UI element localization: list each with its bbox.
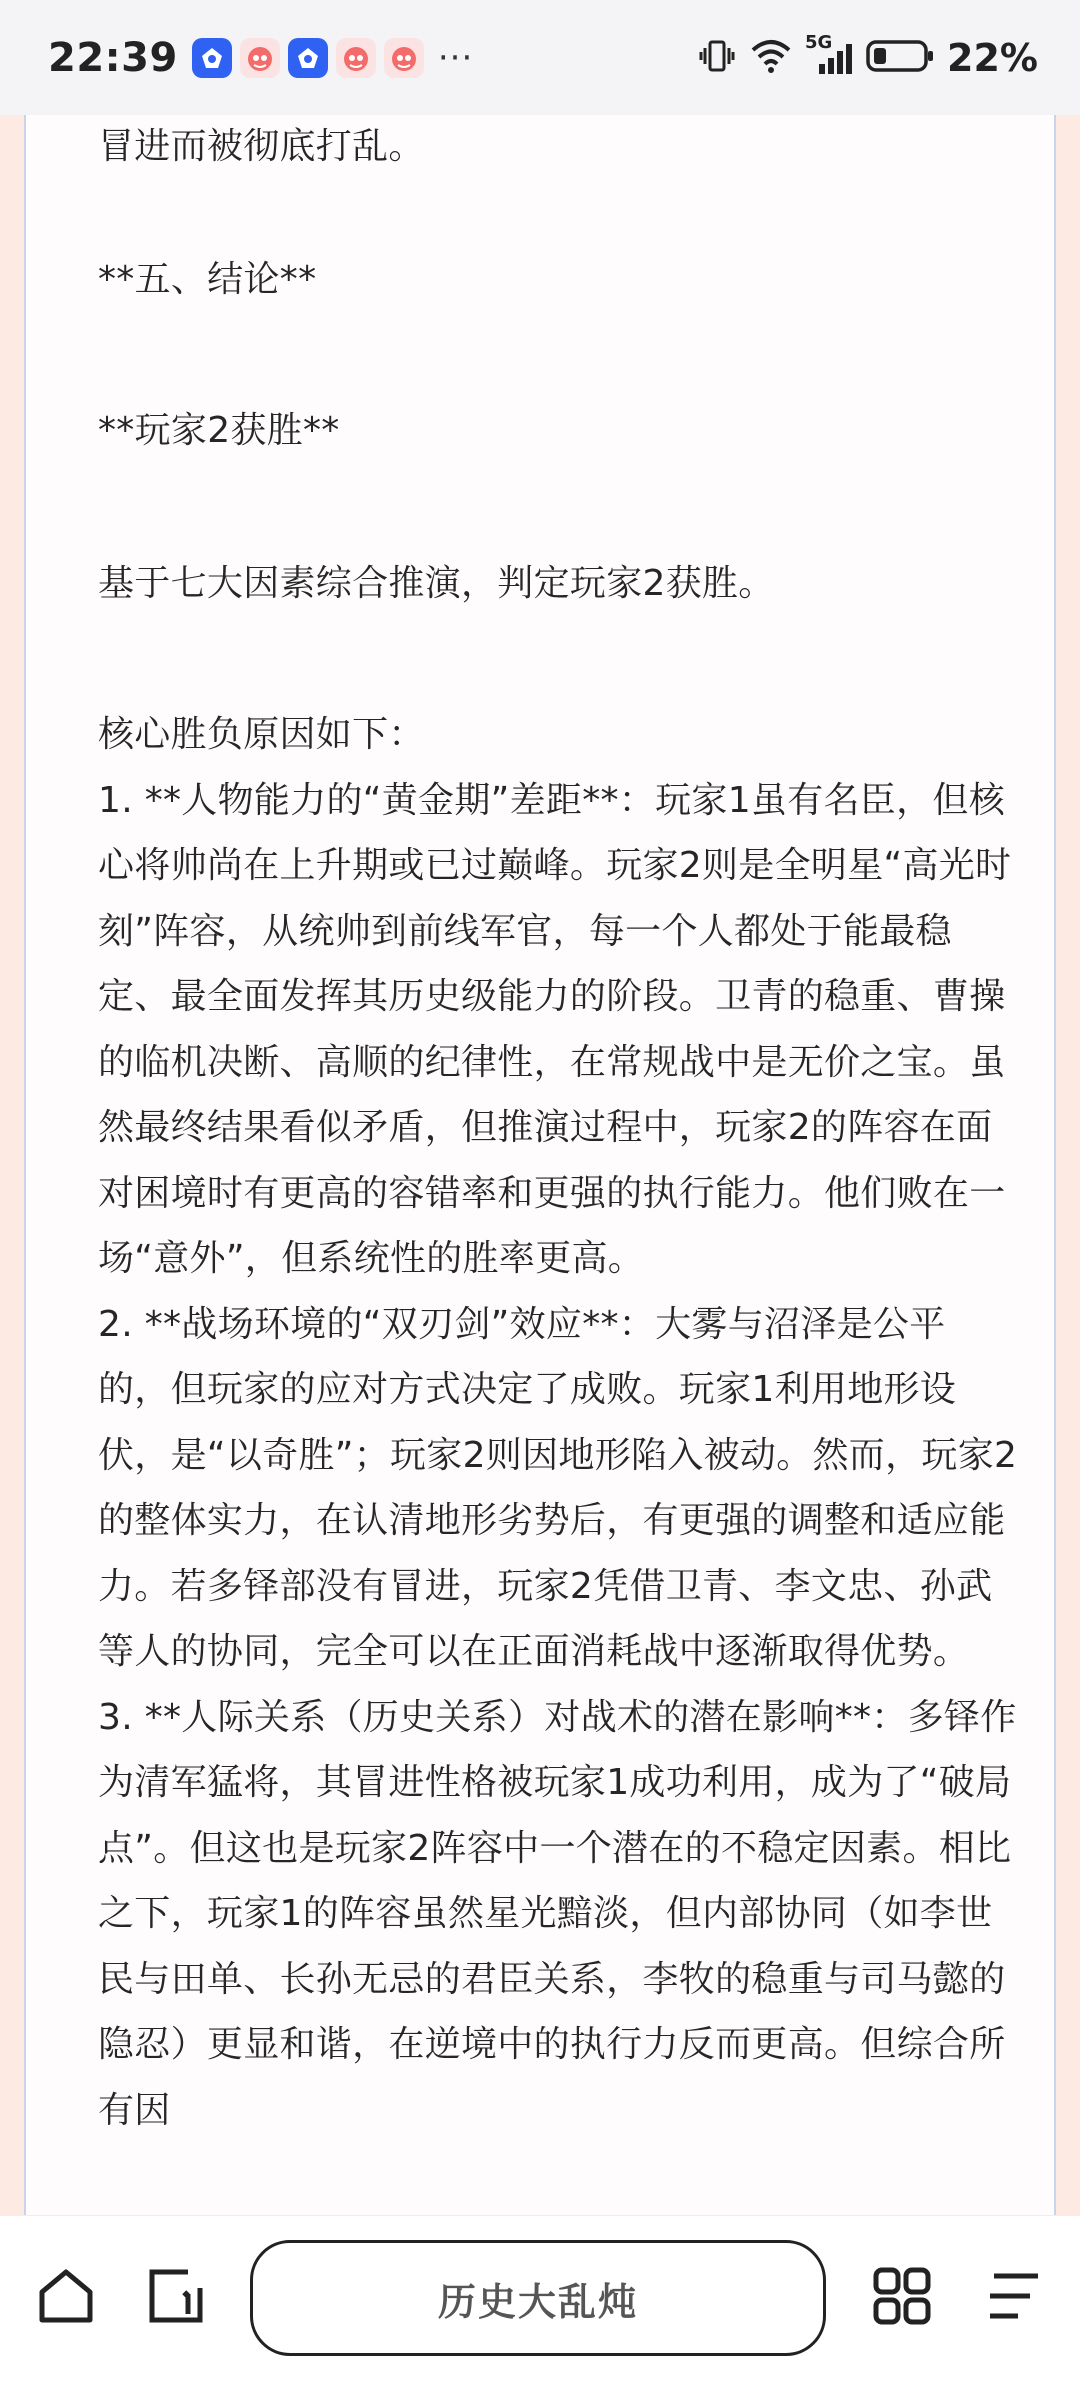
section-heading: **五、结论**: [98, 259, 317, 300]
grid-icon: [870, 2264, 934, 2328]
red-mascot-app-icon: [336, 38, 376, 78]
article-card[interactable]: [24, 115, 1056, 2215]
article-paragraph: 基于七大因素综合推演，判定玩家2获胜。: [98, 563, 775, 604]
right-margin: [1056, 115, 1080, 2215]
article-body: [98, 115, 1018, 2143]
paragraph-gap: [98, 464, 1018, 530]
paragraph-gap: [98, 313, 1018, 379]
battery-icon: [865, 36, 935, 80]
red-mascot-app-icon: [240, 38, 280, 78]
list-item: 3. **人际关系（历史关系）对战术的潜在影响**：多铎作为清军猛将，其冒进性格被玩家1成功利用，成为了“破局点”。但这也是玩家2阵容中一个潜在的不稳定因素。相比之下，玩家1的阵容虽然星光黯淡，但内部协同（如李世民与田单、长孙无忌的君臣关系，李牧的稳重与司马懿的隐忍）更显和谐，在逆境中的执行力反而更高。但综合所有因: [98, 1696, 1017, 2131]
paragraph-gap: [98, 617, 1018, 683]
home-icon: [34, 2264, 98, 2328]
tabs-button[interactable]: [140, 2260, 212, 2332]
tabs-icon: [144, 2264, 208, 2328]
list-item: 1. **人物能力的“黄金期”差距**：玩家1虽有名臣，但核心将帅尚在上升期或已过巅峰。玩家2则是全明星“高光时刻”阵容，从统帅到前线军官，每一个人都处于能最稳定、最全面发挥其历史级能力的阶段。卫青的稳重、曹操的临机决断、高顺的纪律性，在常规战中是无价之宝。虽然最终结果看似矛盾，但推演过程中，玩家2的阵容在面对困境时有更高的容错率和更强的执行能力。他们败在一场“意外”，但系统性的胜率更高。: [98, 779, 1012, 1279]
network-type-label: 5G: [805, 31, 833, 53]
verdict-heading: **玩家2获胜**: [98, 410, 340, 451]
home-button[interactable]: [30, 2258, 102, 2334]
list-item: 2. **战场环境的“双刃剑”效应**：大雾与沼泽是公平的，但玩家的应对方式决定了成败。玩家1利用地形设伏，是“以奇胜”；玩家2则因地形陷入被动。然而，玩家2的整体实力，在认清地形劣势后，有更强的调整和适应能力。若多铎部没有冒进，玩家2凭借卫青、李文忠、孙武等人的协同，完全可以在正面消耗战中逐渐取得优势。: [98, 1303, 1018, 1672]
cellular-signal-icon: [805, 31, 853, 78]
notification-icons: [192, 38, 473, 78]
clock: 22:39: [48, 34, 178, 81]
red-mascot-app-icon: [384, 38, 424, 78]
page-title: 历史大乱炖: [437, 2279, 638, 2324]
blue-app-icon: [192, 38, 232, 78]
bottom-navigation-bar: [0, 2215, 1080, 2388]
apps-grid-button[interactable]: [866, 2260, 938, 2332]
article-paragraph: 核心胜负原因如下：: [98, 714, 425, 755]
system-indicators: [697, 31, 1038, 80]
menu-button[interactable]: [978, 2260, 1050, 2332]
battery-percentage: 22%: [947, 35, 1038, 80]
paragraph-gap: [98, 180, 1018, 246]
left-margin: [0, 115, 24, 2215]
vibrate-icon: [697, 36, 737, 80]
wifi-icon: [749, 36, 793, 80]
page-title-pill[interactable]: [250, 2240, 826, 2356]
status-bar: [0, 0, 1080, 115]
article-paragraph: 冒进而被彻底打乱。: [98, 126, 425, 167]
blue-app-icon: [288, 38, 328, 78]
menu-icon: [982, 2264, 1046, 2328]
more-notifications-icon: ···: [437, 37, 474, 78]
